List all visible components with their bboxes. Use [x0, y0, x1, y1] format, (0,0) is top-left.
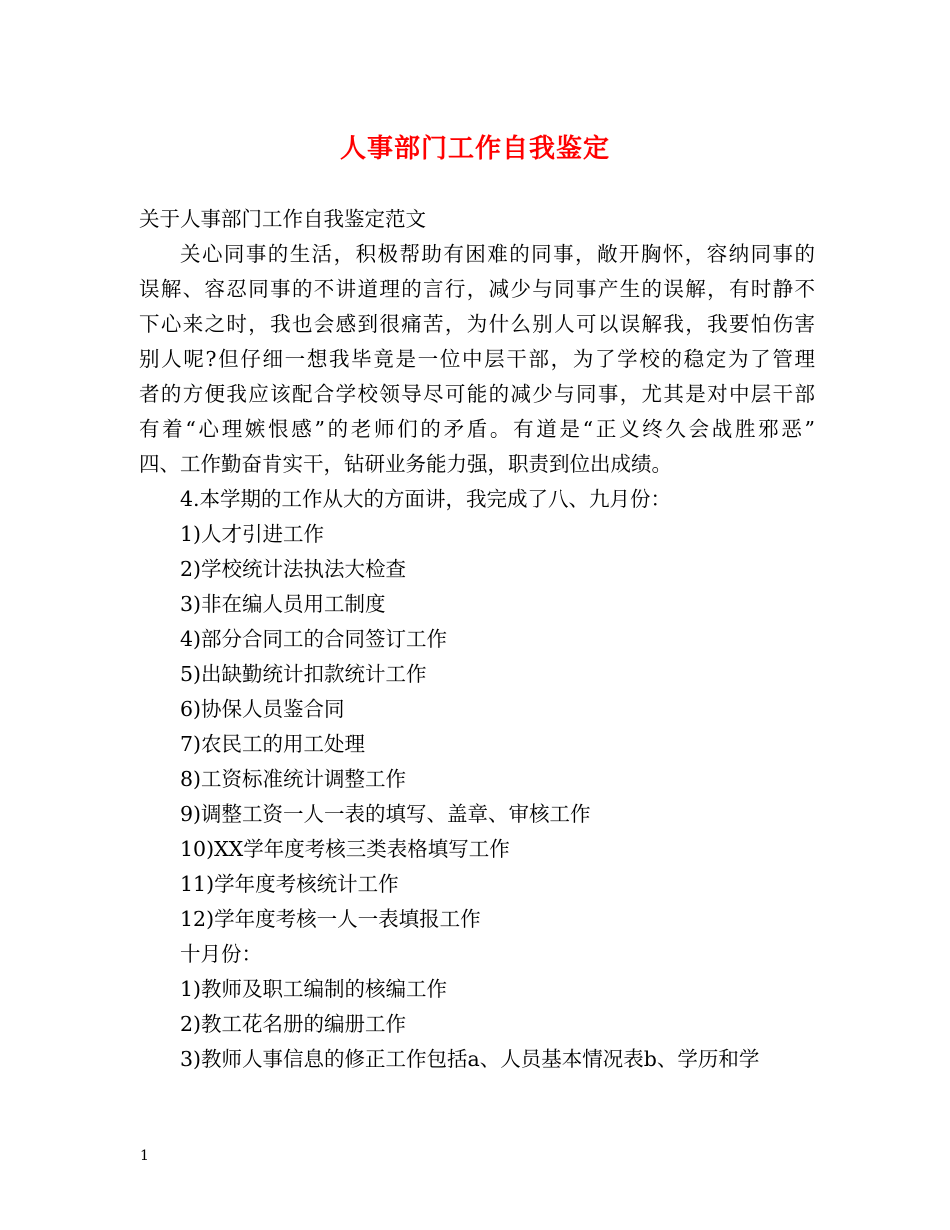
october-list: [139, 972, 815, 1077]
page-number: 1: [140, 1148, 149, 1164]
list-item: 3)教师人事信息的修正工作包括a、人员基本情况表b、学历和学: [180, 1047, 760, 1071]
list-item: 6)协保人员鉴合同: [180, 697, 345, 721]
list-item: 10)XX学年度考核三类表格填写工作: [180, 837, 510, 861]
work-intro: 4.本学期的工作从大的方面讲，我完成了八、九月份：: [180, 487, 672, 511]
main-paragraph: [139, 237, 815, 482]
document-subtitle: 关于人事部门工作自我鉴定范文: [139, 207, 426, 231]
list-item: 2)学校统计法执法大检查: [180, 557, 407, 581]
paragraph-line: 四、工作勤奋肯实干，钻研业务能力强，职责到位出成绩。: [139, 452, 672, 476]
list-item: 1)人才引进工作: [180, 522, 325, 546]
aug-sep-list: [139, 517, 815, 937]
list-item: 12)学年度考核一人一表填报工作: [180, 907, 481, 931]
list-item: 5)出缺勤统计扣款统计工作: [180, 662, 427, 686]
paragraph-line: 误解、容忍同事的不讲道理的言行，减少与同事产生的误解，有时静不: [139, 277, 815, 301]
list-item: 8)工资标准统计调整工作: [180, 767, 407, 791]
list-item: 3)非在编人员用工制度: [180, 592, 386, 616]
list-item: 1)教师及职工编制的核编工作: [180, 977, 448, 1001]
list-item: 9)调整工资一人一表的填写、盖章、审核工作: [180, 802, 591, 826]
october-heading: 十月份：: [180, 942, 262, 966]
list-item: 7)农民工的用工处理: [180, 732, 366, 756]
paragraph-line: 者的方便我应该配合学校领导尽可能的减少与同事，尤其是对中层干部: [139, 382, 815, 406]
paragraph-line: 下心来之时，我也会感到很痛苦，为什么别人可以误解我，我要怕伤害: [139, 312, 815, 336]
list-item: 4)部分合同工的合同签订工作: [180, 627, 448, 651]
paragraph-line: 关心同事的生活，积极帮助有困难的同事，敞开胸怀，容纳同事的: [180, 242, 815, 266]
paragraph-line: 有着“心理嫉恨感”的老师们的矛盾。有道是“正义终久会战胜邪恶”: [139, 417, 815, 441]
list-item: 2)教工花名册的编册工作: [180, 1012, 407, 1036]
document-body: [139, 202, 815, 1077]
list-item: 11)学年度考核统计工作: [180, 872, 399, 896]
paragraph-line: 别人呢?但仔细一想我毕竟是一位中层干部，为了学校的稳定为了管理: [139, 347, 815, 371]
document-title: 人事部门工作自我鉴定: [339, 134, 610, 164]
